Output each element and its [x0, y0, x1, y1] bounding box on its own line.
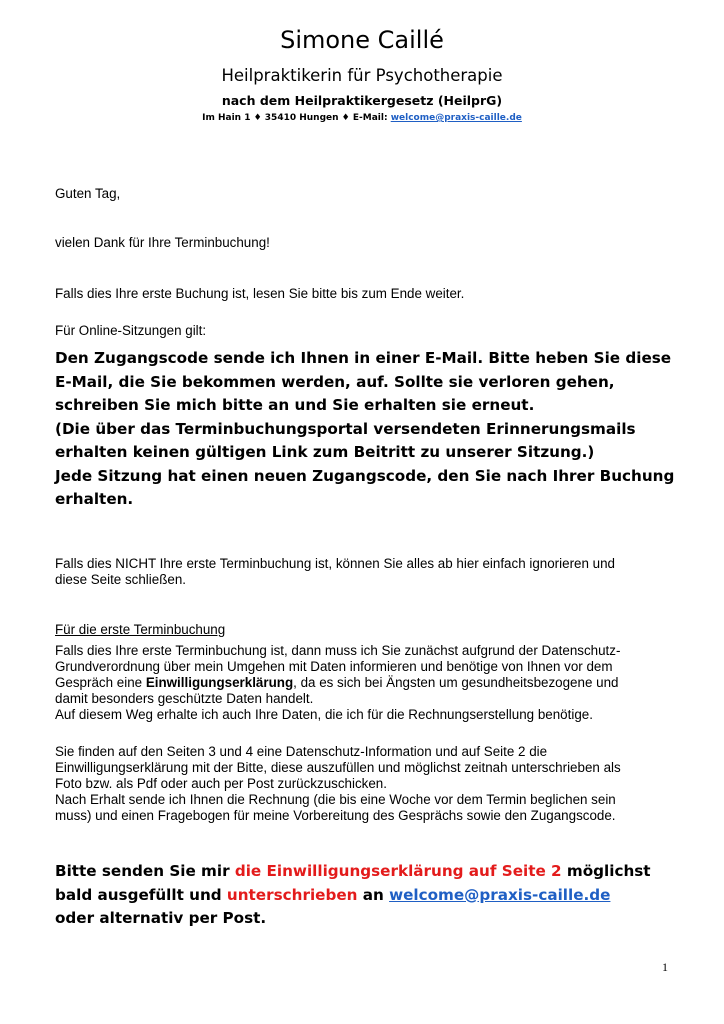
page-number: 1 [662, 960, 668, 974]
call-to-action [55, 860, 695, 931]
cta-text: an [357, 885, 390, 904]
first-booking-heading: Für die erste Terminbuchung [55, 622, 226, 637]
consent-form-term: Einwilligungserklärung [145, 675, 294, 690]
cta-text: Bitte senden Sie mir [55, 862, 235, 880]
cta-line: oder alternativ per Post. [55, 909, 267, 927]
cta-line [55, 860, 695, 884]
sender-subtitle: nach dem Heilpraktikergesetz (HeilprG) [221, 93, 503, 108]
cta-text: bald ausgefüllt und [55, 885, 227, 904]
online-line: Jede Sitzung hat einen neuen Zugangscode, den Sie nach Ihrer Buchung [55, 466, 675, 485]
cta-highlight-consent: die Einwilligungserklärung auf Seite 2 [234, 862, 562, 880]
cta-email-link[interactable]: welcome@praxis-caille.de [389, 885, 611, 904]
paragraph-line: Foto bzw. als Pdf oder auch per Post zurückzuschicken. [55, 776, 387, 791]
paragraph-line: Falls dies Ihre erste Terminbuchung ist, dann muss ich Sie zunächst aufgrund der Datenschutz- [55, 643, 621, 658]
first-booking-note: Falls dies Ihre erste Buchung ist, lesen Sie bitte bis zum Ende weiter. [55, 286, 465, 301]
thanks-text: vielen Dank für Ihre Terminbuchung! [55, 235, 270, 250]
paragraph-line: Grundverordnung über mein Umgehen mit Daten informieren und benötige von Ihnen vor dem [55, 659, 613, 674]
not-first-line: Falls dies NICHT Ihre erste Terminbuchung ist, können Sie alles ab hier einfach ignorieren und [55, 556, 615, 571]
paragraph-line [55, 675, 675, 691]
header-email-link[interactable]: welcome@praxis-caille.de [390, 113, 522, 123]
paragraph-line: Nach Erhalt sende ich Ihnen die Rechnung (die bis eine Woche vor dem Termin beglichen sein [55, 792, 616, 807]
online-line: Den Zugangscode sende ich Ihnen in einer E-Mail. Bitte heben Sie diese [55, 349, 672, 367]
online-line: erhalten keinen gültigen Link zum Beitritt zu unserer Sitzung.) [55, 443, 595, 461]
online-line: E-Mail, die Sie bekommen werden, auf. Sollte sie verloren gehen, [55, 372, 615, 391]
cta-highlight-signed: unterschrieben [226, 885, 358, 904]
sender-name: Simone Caillé [280, 26, 444, 54]
line-text: Gespräch eine [55, 675, 146, 690]
documents-paragraph [55, 744, 675, 824]
not-first-booking-note [55, 556, 675, 588]
paragraph-line: Sie finden auf den Seiten 3 und 4 eine Datenschutz-Information und auf Seite 2 die [55, 744, 548, 759]
paragraph-line: Auf diesem Weg erhalte ich auch Ihre Daten, die ich für die Rechnungserstellung benötige. [55, 707, 593, 722]
cta-line [55, 884, 695, 908]
online-instructions [55, 347, 695, 512]
sender-title: Heilpraktikerin für Psychotherapie [221, 66, 503, 85]
line-text: , da es sich bei Ängsten um gesundheitsbezogene und [293, 675, 619, 690]
first-booking-paragraph [55, 643, 675, 723]
paragraph-line: damit besonders geschützte Daten handelt. [55, 691, 314, 706]
online-heading: Für Online-Sitzungen gilt: [55, 323, 207, 338]
paragraph-line: Einwilligungserklärung mit der Bitte, diese auszufüllen und möglichst zeitnah unterschrieben als [55, 760, 621, 775]
sender-address [0, 113, 724, 123]
online-line: schreiben Sie mich bitte an und Sie erhalten sie erneut. [55, 396, 535, 414]
cta-text: möglichst [561, 862, 651, 880]
online-line: (Die über das Terminbuchungsportal versendeten Erinnerungsmails [55, 419, 636, 438]
online-line: erhalten. [55, 490, 134, 508]
greeting: Guten Tag, [55, 186, 121, 201]
address-text: Im Hain 1 ♦ 35410 Hungen ♦ E-Mail: [202, 113, 391, 123]
paragraph-line: muss) und einen Fragebogen für meine Vorbereitung des Gesprächs sowie den Zugangscode. [55, 808, 616, 823]
not-first-line: diese Seite schließen. [55, 572, 187, 587]
